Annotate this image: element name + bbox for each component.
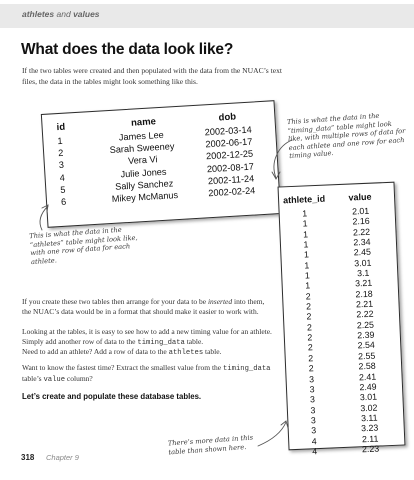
timing-value-cell: 2.25 xyxy=(356,319,375,331)
athletes-dob-cell: 2002-06-17 xyxy=(205,136,253,150)
running-head-word-2: values xyxy=(73,9,100,19)
p1-text-a: If you create these two tables then arrange for your data to be xyxy=(22,297,208,306)
athletes-name-cell: Vera Vi xyxy=(127,154,158,167)
more-data-annotation: There’s more data in this table than shown here. xyxy=(167,433,254,457)
timing-athlete-id-cell: 4 xyxy=(311,446,318,457)
p1-text-b: into them, the NUAC’s data would be in a format that should make it easier to work with. xyxy=(22,297,265,317)
timing-value-cell: 3.02 xyxy=(360,402,378,413)
timing-value-cell: 2.23 xyxy=(361,443,380,455)
timing-value-column xyxy=(337,191,394,455)
timing-value-cell: 2.49 xyxy=(359,381,377,393)
body-paragraph-2 xyxy=(22,327,274,349)
timing-athlete-id-cell: 2 xyxy=(307,332,313,343)
timing-value-cell: 2.11 xyxy=(361,433,379,444)
timing-value-cell: 2.22 xyxy=(352,226,371,238)
running-head xyxy=(0,0,414,26)
chapter-label: Chapter 9 xyxy=(46,453,79,462)
athletes-id-cell: 3 xyxy=(58,160,65,171)
timing-value-cell: 3.23 xyxy=(360,422,379,434)
athletes-dob-cell: 2002-11-24 xyxy=(207,173,255,187)
timing-athlete-id-cell: 1 xyxy=(302,208,308,219)
p2-text-b: table. xyxy=(184,337,204,347)
timing-table-annotation: This is what the data in the “timing_data” table might look like, with multiple rows of data for each athlete and one row for each timing value. xyxy=(286,111,406,161)
timing-athlete-id-cell: 4 xyxy=(311,435,317,446)
timing-value-cell: 2.45 xyxy=(353,247,372,258)
p3-text-b: table. xyxy=(203,347,222,356)
p4-text-a: Want to know the fastest time? Extract the smallest value from the xyxy=(22,363,224,372)
athletes-dob-cell: 2002-02-24 xyxy=(208,185,256,199)
timing-athlete-id-header: athlete_id xyxy=(282,193,326,206)
timing-value-cell: 2.21 xyxy=(355,298,374,310)
athletes-id-header: id xyxy=(56,121,66,134)
athletes-name-cell: Julie Jones xyxy=(120,166,167,180)
call-to-action: Let’s create and populate these database tables. xyxy=(22,392,202,401)
timing-value-cell: 3.11 xyxy=(360,412,378,424)
p1-emphasis: inserted xyxy=(207,297,233,306)
p4-text-c: column? xyxy=(65,374,93,384)
athletes-id-column xyxy=(56,121,85,208)
page-title: What does the data look like? xyxy=(21,41,234,58)
timing-athlete-id-cell: 1 xyxy=(303,239,309,250)
timing-athlete-id-cell: 2 xyxy=(305,301,312,312)
timing-value-cell: 2.16 xyxy=(352,216,370,227)
timing-value-cell: 2.34 xyxy=(353,236,371,248)
athletes-id-cell: 6 xyxy=(60,196,67,207)
timing-athlete-id-cell: 2 xyxy=(308,363,314,374)
timing-athlete-id-cell: 2 xyxy=(307,342,313,353)
page-number: 318 xyxy=(21,453,35,462)
timing-data-table-card xyxy=(278,182,406,457)
athletes-name-cell: James Lee xyxy=(118,129,165,143)
timing-athlete-id-cell: 1 xyxy=(304,260,310,271)
athletes-id-cell: 1 xyxy=(57,135,63,147)
timing-value-header: value xyxy=(348,191,372,203)
p3-text-a: Need to add an athlete? Add a row of data to the xyxy=(22,347,169,356)
body-paragraph-3 xyxy=(22,347,274,358)
timing-value-cell: 3.21 xyxy=(354,278,373,289)
timing-athlete-id-cell: 1 xyxy=(303,249,310,260)
timing-athlete-id-cell: 2 xyxy=(306,322,313,333)
timing-value-cell: 2.22 xyxy=(356,309,374,320)
running-head-and: and xyxy=(56,9,71,19)
timing-athlete-id-cell: 1 xyxy=(305,280,311,291)
athletes-id-cell: 4 xyxy=(59,172,66,183)
timing-athlete-id-column xyxy=(281,194,338,458)
athletes-id-cell: 2 xyxy=(57,147,64,159)
timing-value-cell: 2.39 xyxy=(357,329,375,341)
timing-value-cell: 2.18 xyxy=(355,288,373,300)
timing-athlete-id-cell: 1 xyxy=(304,270,310,281)
timing-athlete-id-cell: 1 xyxy=(302,229,309,240)
timing-athlete-id-cell: 3 xyxy=(311,425,317,436)
athletes-name-cell: Mikey McManus xyxy=(111,190,179,204)
p2-code: timing_data xyxy=(137,339,185,348)
athletes-name-header: name xyxy=(130,116,157,129)
timing-athlete-id-cell: 3 xyxy=(309,384,315,395)
timing-value-cell: 2.01 xyxy=(351,205,370,217)
timing-value-cell: 2.55 xyxy=(357,350,376,362)
timing-athlete-id-cell: 2 xyxy=(306,311,312,322)
athletes-name-column xyxy=(94,114,191,206)
timing-value-cell: 2.41 xyxy=(358,371,377,382)
athletes-name-cell: Sarah Sweeney xyxy=(109,141,175,156)
athletes-dob-header: dob xyxy=(218,111,237,124)
timing-value-cell: 3.01 xyxy=(359,391,378,403)
timing-athlete-id-cell: 2 xyxy=(305,291,311,302)
p2-text-a: Looking at the tables, it is easy to see how to add a new timing value for an athlete. Simply add another row of data to the xyxy=(22,327,272,347)
timing-value-cell: 2.54 xyxy=(357,340,376,351)
timing-athlete-id-cell: 1 xyxy=(302,218,308,229)
athletes-dob-column xyxy=(192,110,267,200)
body-paragraph-4 xyxy=(22,363,274,386)
athletes-name-cell: Sally Sanchez xyxy=(114,178,174,192)
athletes-table-annotation: This is what the data in the “athletes” table might look like, with one row of data for each athlete. xyxy=(28,225,138,266)
timing-value-cell: 3.1 xyxy=(356,267,370,279)
timing-athlete-id-cell: 3 xyxy=(310,415,316,426)
athletes-dob-cell: 2002-12-25 xyxy=(205,148,254,162)
p4-text-b: table’s xyxy=(22,374,44,384)
p3-code: athletes xyxy=(168,349,204,357)
running-head-text xyxy=(22,9,100,19)
timing-value-cell: 3.01 xyxy=(354,257,372,269)
body-paragraph-1 xyxy=(22,297,274,318)
timing-athlete-id-cell: 3 xyxy=(309,394,316,405)
p4-code-1: timing_data xyxy=(223,365,271,373)
p4-code-2: value xyxy=(43,376,66,385)
athletes-dob-cell: 2002-08-17 xyxy=(206,161,255,174)
athletes-id-cell: 5 xyxy=(60,184,66,195)
athletes-dob-cell: 2002-03-14 xyxy=(204,124,252,138)
timing-value-cell: 2.58 xyxy=(358,360,376,372)
timing-athlete-id-cell: 2 xyxy=(308,353,314,364)
athletes-table-card xyxy=(41,100,281,228)
timing-athlete-id-cell: 3 xyxy=(308,373,315,384)
intro-paragraph: If the two tables were created and then populated with the data from the NUAC’s text files, the data in the tables might look something like this. xyxy=(22,66,283,86)
running-head-word-1: athletes xyxy=(22,9,55,19)
timing-athlete-id-cell: 3 xyxy=(310,404,316,415)
